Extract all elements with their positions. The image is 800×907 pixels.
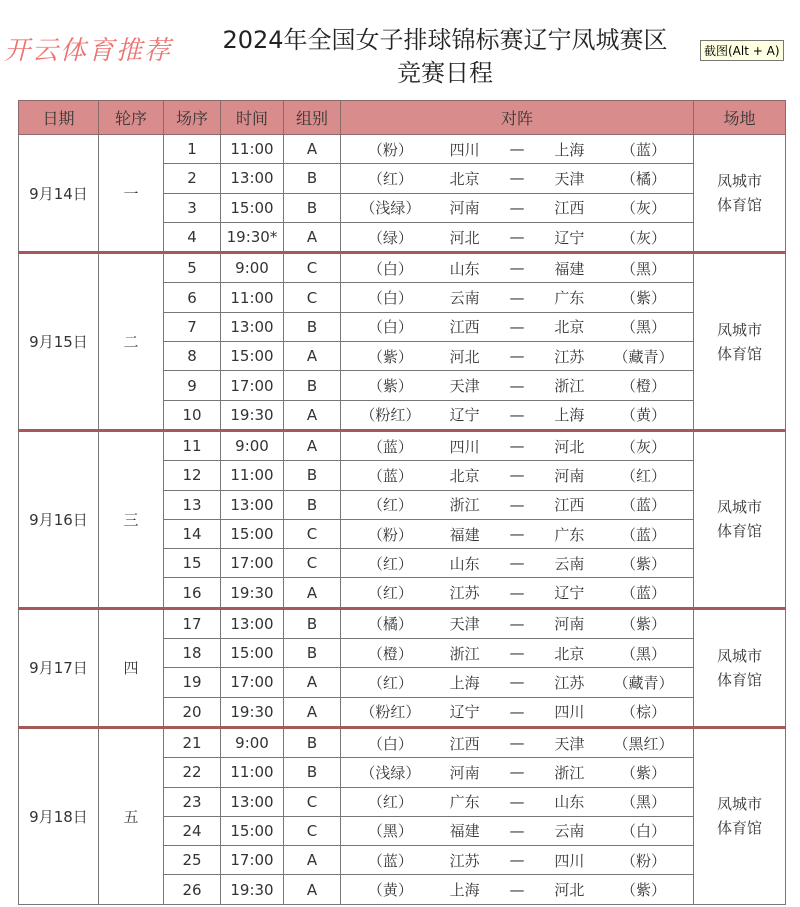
match-group: B [284,164,341,193]
away-color: （藏青） [613,347,674,366]
match-time: 15:00 [221,193,284,222]
header-group: 组别 [284,101,341,135]
round-cell: 一 [99,135,164,253]
home-color: （白） [367,289,413,308]
home-color: （浅绿） [360,763,421,782]
match-number: 6 [164,283,221,312]
match-time: 13:00 [221,312,284,341]
match-number: 11 [164,430,221,460]
match-group: A [284,342,341,371]
away-color: （紫） [621,289,667,308]
matchup-cell [341,400,694,430]
document-title: 2024年全国女子排球锦标赛辽宁凤城赛区 [222,26,668,54]
home-color: （绿） [367,228,413,247]
date-cell: 9月14日 [19,135,99,253]
match-time: 17:00 [221,371,284,400]
table-row [19,608,786,638]
away-color: （黑） [621,259,667,278]
header-date: 日期 [19,101,99,135]
home-team: 广东 [449,793,480,812]
match-number: 10 [164,400,221,430]
home-team: 上海 [449,673,480,692]
away-color: （黑） [621,793,667,812]
match-number: 5 [164,253,221,283]
home-team: 天津 [449,377,480,396]
versus-dash: — [509,763,525,782]
versus-dash: — [509,614,525,633]
home-color: （红） [367,496,413,515]
match-time: 13:00 [221,490,284,519]
home-color: （蓝） [367,466,413,485]
venue-cell [694,608,786,727]
away-team: 天津 [554,734,585,753]
home-color: （蓝） [367,437,413,456]
home-color: （红） [367,169,413,188]
away-team: 辽宁 [554,228,585,247]
away-color: （灰） [621,228,667,247]
matchup-cell [341,697,694,727]
header-time: 时间 [221,101,284,135]
away-team: 江西 [554,199,585,218]
versus-dash: — [509,554,525,573]
venue-cell [694,430,786,608]
match-number: 12 [164,461,221,490]
away-color: （紫） [621,554,667,573]
date-cell: 9月15日 [19,253,99,431]
home-team: 江西 [449,734,480,753]
match-number: 4 [164,222,221,252]
match-number: 23 [164,787,221,816]
away-team: 浙江 [554,377,585,396]
table-row [19,253,786,283]
match-number: 1 [164,135,221,164]
home-color: （红） [367,584,413,603]
match-time: 11:00 [221,758,284,787]
home-team: 河北 [449,228,480,247]
home-team: 江苏 [449,584,480,603]
away-color: （紫） [621,615,667,634]
matchup-cell [341,608,694,638]
home-color: （蓝） [367,851,413,870]
matchup-cell [341,816,694,845]
matchup-cell [341,164,694,193]
match-time: 17:00 [221,549,284,578]
home-color: （橘） [367,615,413,634]
round-cell: 三 [99,430,164,608]
versus-dash: — [509,169,525,188]
home-team: 北京 [449,466,480,485]
away-team: 河南 [554,615,585,634]
venue-cell [694,135,786,253]
home-color: （红） [367,673,413,692]
matchup-cell [341,668,694,697]
versus-dash: — [509,821,525,840]
match-number: 14 [164,519,221,548]
match-number: 20 [164,697,221,727]
matchup-cell [341,342,694,371]
versus-dash: — [509,673,525,692]
match-number: 21 [164,727,221,757]
match-group: A [284,135,341,164]
away-team: 浙江 [554,763,585,782]
match-group: B [284,490,341,519]
table-row [19,727,786,757]
matchup-cell [341,846,694,875]
away-team: 河北 [554,437,585,456]
home-team: 河南 [449,763,480,782]
matchup-cell [341,727,694,757]
venue-cell [694,253,786,431]
match-number: 18 [164,639,221,668]
home-color: （粉红） [360,406,421,425]
match-time: 19:30* [221,222,284,252]
home-color: （白） [367,318,413,337]
home-color: （白） [367,259,413,278]
schedule-table [18,100,786,905]
match-time: 15:00 [221,342,284,371]
date-cell: 9月17日 [19,608,99,727]
home-team: 江西 [449,318,480,337]
match-number: 7 [164,312,221,341]
matchup-cell [341,758,694,787]
match-group: C [284,283,341,312]
away-color: （红） [621,466,667,485]
away-team: 河南 [554,466,585,485]
versus-dash: — [509,259,525,278]
away-team: 北京 [554,644,585,663]
versus-dash: — [509,317,525,336]
home-color: （紫） [367,347,413,366]
match-group: C [284,787,341,816]
away-team: 江苏 [554,673,585,692]
match-group: A [284,400,341,430]
match-time: 15:00 [221,639,284,668]
away-team: 辽宁 [554,584,585,603]
match-number: 22 [164,758,221,787]
matchup-cell [341,787,694,816]
away-color: （蓝） [621,140,667,159]
away-color: （棕） [621,703,667,722]
home-team: 上海 [449,881,480,900]
match-number: 16 [164,578,221,608]
away-team: 江苏 [554,347,585,366]
home-color: （红） [367,554,413,573]
matchup-cell [341,253,694,283]
away-color: （紫） [621,763,667,782]
away-color: （橘） [621,169,667,188]
away-team: 北京 [554,318,585,337]
versus-dash: — [509,644,525,663]
matchup-cell [341,135,694,164]
match-number: 15 [164,549,221,578]
match-number: 3 [164,193,221,222]
matchup-cell [341,549,694,578]
away-color: （黑红） [613,734,674,753]
match-number: 26 [164,875,221,904]
away-team: 河北 [554,881,585,900]
away-color: （白） [621,822,667,841]
home-team: 辽宁 [449,406,480,425]
home-team: 四川 [449,437,480,456]
matchup-cell [341,639,694,668]
matchup-cell [341,578,694,608]
header-round: 轮序 [99,101,164,135]
matchup-cell [341,222,694,252]
home-team: 云南 [449,289,480,308]
home-team: 辽宁 [449,703,480,722]
header-venue: 场地 [694,101,786,135]
away-team: 广东 [554,289,585,308]
versus-dash: — [509,347,525,366]
match-group: A [284,697,341,727]
away-team: 上海 [554,140,585,159]
away-team: 江西 [554,496,585,515]
home-team: 河北 [449,347,480,366]
versus-dash: — [509,198,525,217]
match-time: 9:00 [221,253,284,283]
match-group: C [284,549,341,578]
away-color: （藏青） [613,673,674,692]
versus-dash: — [509,288,525,307]
home-color: （黄） [367,881,413,900]
match-time: 13:00 [221,787,284,816]
match-time: 17:00 [221,846,284,875]
match-time: 11:00 [221,461,284,490]
match-group: B [284,193,341,222]
table-row [19,430,786,460]
venue-cell [694,727,786,904]
home-team: 四川 [449,140,480,159]
away-team: 四川 [554,851,585,870]
match-number: 8 [164,342,221,371]
match-number: 19 [164,668,221,697]
matchup-cell [341,283,694,312]
away-color: （粉） [621,851,667,870]
match-number: 13 [164,490,221,519]
match-group: B [284,312,341,341]
round-cell: 四 [99,608,164,727]
home-team: 北京 [449,169,480,188]
match-time: 19:30 [221,697,284,727]
date-cell: 9月16日 [19,430,99,608]
matchup-cell [341,461,694,490]
home-color: （白） [367,734,413,753]
matchup-cell [341,519,694,548]
home-color: （紫） [367,377,413,396]
match-number: 25 [164,846,221,875]
match-time: 17:00 [221,668,284,697]
home-team: 浙江 [449,496,480,515]
match-group: B [284,461,341,490]
watermark: 开云体育推荐 [4,36,173,66]
match-group: A [284,668,341,697]
match-group: B [284,727,341,757]
versus-dash: — [509,734,525,753]
away-color: （蓝） [621,496,667,515]
match-time: 19:30 [221,875,284,904]
versus-dash: — [509,405,525,424]
match-number: 2 [164,164,221,193]
away-team: 天津 [554,169,585,188]
away-color: （黄） [621,406,667,425]
home-team: 浙江 [449,644,480,663]
versus-dash: — [509,525,525,543]
away-team: 四川 [554,703,585,722]
away-color: （灰） [621,437,667,456]
match-time: 13:00 [221,608,284,638]
versus-dash: — [509,466,525,485]
versus-dash: — [509,228,525,247]
away-team: 广东 [554,525,585,544]
header-match: 场序 [164,101,221,135]
matchup-cell [341,875,694,904]
home-color: （红） [367,793,413,812]
screenshot-tooltip: 截图(Alt + A) [700,40,784,61]
match-time: 9:00 [221,727,284,757]
versus-dash: — [509,583,525,602]
match-number: 24 [164,816,221,845]
away-team: 上海 [554,406,585,425]
match-group: C [284,253,341,283]
match-group: C [284,519,341,548]
match-time: 19:30 [221,400,284,430]
away-team: 云南 [554,822,585,841]
away-team: 福建 [554,259,585,278]
match-time: 9:00 [221,430,284,460]
home-color: （粉红） [360,703,421,722]
home-team: 福建 [449,525,480,544]
match-group: B [284,639,341,668]
matchup-cell [341,490,694,519]
away-color: （紫） [621,881,667,900]
matchup-cell [341,312,694,341]
venue-name: 凤城市体育馆 [716,172,762,215]
match-group: A [284,846,341,875]
round-cell: 五 [99,727,164,904]
away-team: 云南 [554,554,585,573]
matchup-cell [341,430,694,460]
matchup-cell [341,193,694,222]
home-team: 山东 [449,554,480,573]
document-subtitle: 竞赛日程 [397,59,493,87]
venue-name: 凤城市体育馆 [716,498,762,541]
table-header [19,101,786,135]
match-group: A [284,222,341,252]
versus-dash: — [509,140,525,159]
match-group: B [284,758,341,787]
venue-name: 凤城市体育馆 [716,795,762,838]
away-color: （蓝） [621,584,667,603]
match-group: C [284,816,341,845]
venue-name: 凤城市体育馆 [716,320,762,363]
home-team: 山东 [449,259,480,278]
header-matchup: 对阵 [341,101,694,135]
matchup-cell [341,371,694,400]
match-time: 11:00 [221,135,284,164]
match-group: B [284,371,341,400]
match-number: 9 [164,371,221,400]
home-color: （浅绿） [360,199,421,218]
away-color: （橙） [621,377,667,396]
home-color: （黑） [367,822,413,841]
venue-name: 凤城市体育馆 [716,646,762,689]
match-time: 19:30 [221,578,284,608]
versus-dash: — [509,495,525,514]
versus-dash: — [509,376,525,395]
match-group: A [284,578,341,608]
home-team: 福建 [449,822,480,841]
home-color: （橙） [367,644,413,663]
home-team: 天津 [449,615,480,634]
home-team: 江苏 [449,851,480,870]
away-color: （蓝） [621,525,667,544]
versus-dash: — [509,702,525,721]
match-group: A [284,430,341,460]
home-team: 河南 [449,199,480,218]
home-color: （粉） [367,140,413,159]
versus-dash: — [509,851,525,870]
table-row [19,135,786,164]
match-group: A [284,875,341,904]
versus-dash: — [509,880,525,899]
match-time: 11:00 [221,283,284,312]
versus-dash: — [509,792,525,811]
away-color: （黑） [621,318,667,337]
away-team: 山东 [554,793,585,812]
match-time: 13:00 [221,164,284,193]
match-time: 15:00 [221,519,284,548]
round-cell: 二 [99,253,164,431]
match-number: 17 [164,608,221,638]
match-time: 15:00 [221,816,284,845]
versus-dash: — [509,437,525,456]
away-color: （黑） [621,644,667,663]
home-color: （粉） [367,525,413,544]
date-cell: 9月18日 [19,727,99,904]
match-group: B [284,608,341,638]
away-color: （灰） [621,199,667,218]
